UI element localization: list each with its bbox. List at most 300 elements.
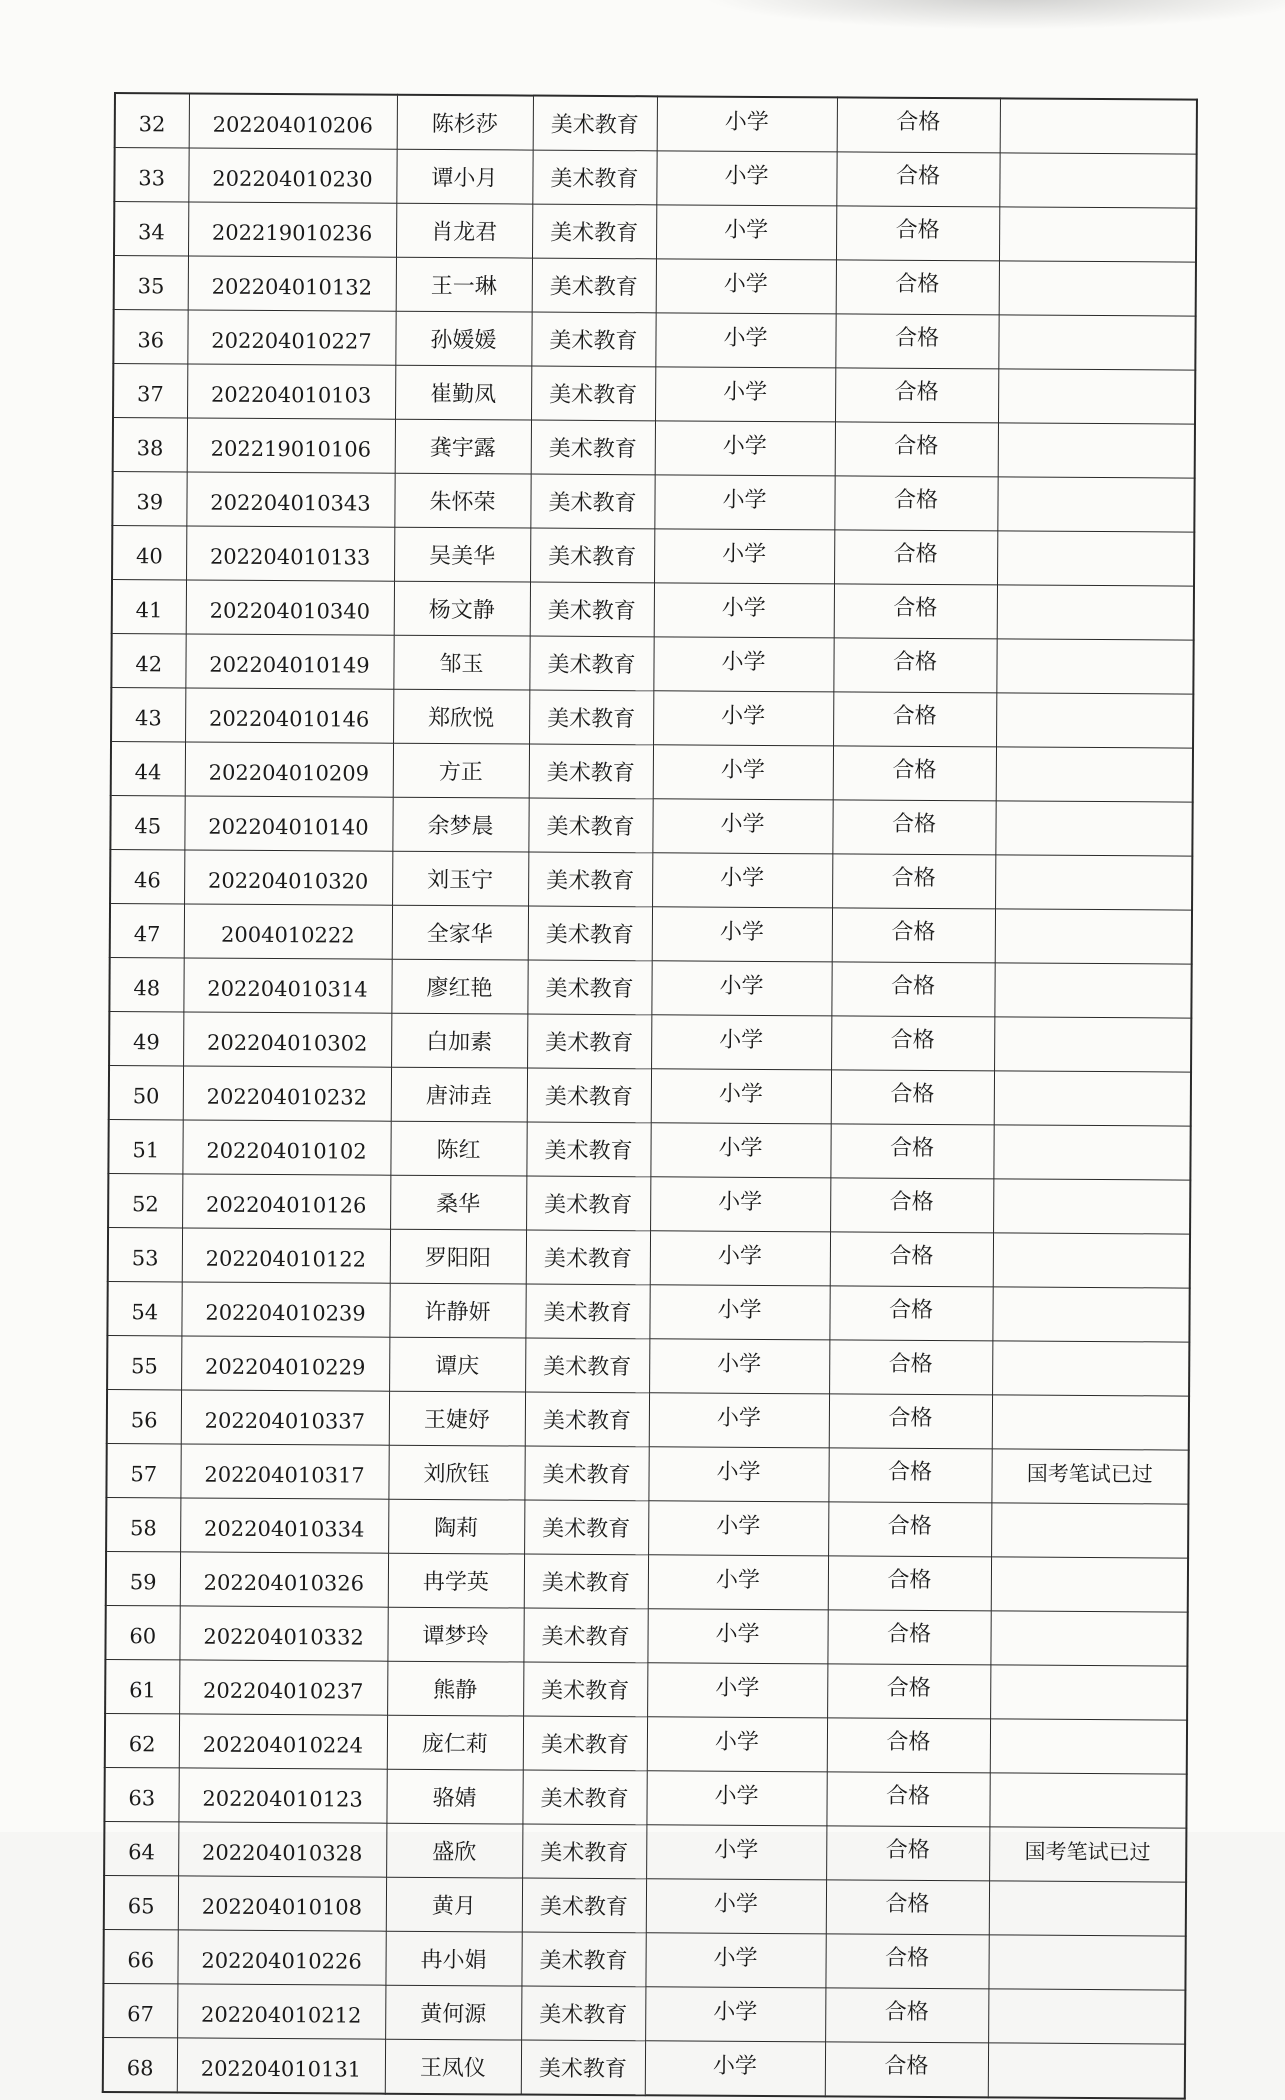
candidate-id-cell: 202204010224 <box>179 1714 387 1769</box>
major-cell: 美术教育 <box>533 96 657 151</box>
result-cell: 合格 <box>834 530 997 585</box>
row-number-cell: 52 <box>108 1173 182 1227</box>
school-level-cell: 小学 <box>652 853 832 908</box>
result-cell: 合格 <box>835 314 998 369</box>
remark-cell <box>994 1071 1191 1126</box>
row-number-cell: 48 <box>109 957 183 1011</box>
candidate-id-cell: 202204010149 <box>185 634 393 689</box>
table-row <box>112 525 1194 586</box>
major-cell: 美术教育 <box>532 204 656 259</box>
row-number-cell: 39 <box>112 471 186 525</box>
row-number-cell: 56 <box>107 1389 181 1443</box>
candidate-id-cell: 202204010340 <box>186 580 394 635</box>
school-level-cell: 小学 <box>656 259 836 314</box>
remark-cell: 国考笔试已过 <box>989 1827 1186 1882</box>
row-number-cell: 53 <box>108 1227 182 1281</box>
candidate-name-cell: 盛欣 <box>386 1823 522 1878</box>
major-cell: 美术教育 <box>525 1284 649 1339</box>
school-level-cell: 小学 <box>657 96 837 152</box>
remark-cell <box>990 1611 1187 1666</box>
candidate-id-cell: 202204010317 <box>180 1444 388 1499</box>
major-cell: 美术教育 <box>527 960 651 1015</box>
major-cell: 美术教育 <box>527 1014 651 1069</box>
major-cell: 美术教育 <box>523 1608 647 1663</box>
major-cell: 美术教育 <box>529 690 653 745</box>
candidate-name-cell: 朱怀荣 <box>394 473 530 528</box>
candidate-id-cell: 202204010103 <box>187 364 395 419</box>
candidate-id-cell: 202204010328 <box>178 1822 386 1877</box>
school-level-cell: 小学 <box>655 421 835 476</box>
school-level-cell: 小学 <box>651 961 831 1016</box>
school-level-cell: 小学 <box>650 1177 830 1232</box>
candidate-name-cell: 全家华 <box>392 905 528 960</box>
table-row <box>107 1335 1189 1396</box>
result-cell: 合格 <box>828 1556 991 1611</box>
table-row <box>106 1551 1188 1612</box>
major-cell: 美术教育 <box>521 2040 645 2095</box>
result-cell: 合格 <box>827 1610 990 1665</box>
table-row <box>103 2037 1185 2098</box>
row-number-cell: 63 <box>104 1767 178 1821</box>
results-table-container <box>104 92 1196 2083</box>
table-row <box>104 1767 1186 1828</box>
candidate-name-cell: 王婕妤 <box>389 1391 525 1446</box>
major-cell: 美术教育 <box>526 1176 650 1231</box>
remark-cell <box>994 1017 1191 1072</box>
table-row <box>105 1713 1187 1774</box>
candidate-name-cell: 冉学英 <box>388 1553 524 1608</box>
candidate-name-cell: 吴美华 <box>394 527 530 582</box>
row-number-cell: 46 <box>110 849 184 903</box>
major-cell: 美术教育 <box>521 1986 645 2041</box>
candidate-name-cell: 杨文静 <box>394 581 530 636</box>
candidate-id-cell: 202204010122 <box>182 1228 390 1283</box>
table-row <box>110 849 1192 910</box>
school-level-cell: 小学 <box>649 1339 829 1394</box>
candidate-id-cell: 202204010334 <box>180 1498 388 1553</box>
remark-cell <box>988 2043 1185 2099</box>
row-number-cell: 36 <box>113 310 187 364</box>
candidate-name-cell: 黄月 <box>386 1877 522 1932</box>
table-row <box>107 1281 1189 1342</box>
major-cell: 美术教育 <box>531 312 655 367</box>
result-cell: 合格 <box>835 422 998 477</box>
major-cell: 美术教育 <box>530 582 654 637</box>
major-cell: 美术教育 <box>524 1500 648 1555</box>
school-level-cell: 小学 <box>648 1447 828 1502</box>
major-cell: 美术教育 <box>531 366 655 421</box>
school-level-cell: 小学 <box>656 205 836 260</box>
table-row <box>113 310 1195 371</box>
candidate-id-cell: 202204010209 <box>185 742 393 797</box>
row-number-cell: 60 <box>105 1605 179 1659</box>
school-level-cell: 小学 <box>648 1555 828 1610</box>
remark-cell <box>996 693 1193 748</box>
major-cell: 美术教育 <box>528 906 652 961</box>
remark-cell <box>992 1395 1189 1450</box>
table-row <box>109 1065 1191 1126</box>
row-number-cell: 45 <box>110 795 184 849</box>
result-cell: 合格 <box>835 368 998 423</box>
candidate-name-cell: 冉小娟 <box>385 1931 521 1986</box>
result-cell: 合格 <box>832 908 995 963</box>
result-cell: 合格 <box>833 746 996 801</box>
school-level-cell: 小学 <box>649 1285 829 1340</box>
scan-edge-shadow <box>700 0 1285 30</box>
school-level-cell: 小学 <box>651 1015 831 1070</box>
row-number-cell: 64 <box>104 1821 178 1875</box>
table-row <box>105 1605 1187 1666</box>
major-cell: 美术教育 <box>525 1392 649 1447</box>
table-row <box>104 1821 1186 1882</box>
result-cell: 合格 <box>831 962 994 1017</box>
table-row <box>111 633 1193 694</box>
result-cell: 合格 <box>832 854 995 909</box>
row-number-cell: 38 <box>113 418 187 472</box>
row-number-cell: 37 <box>113 364 187 418</box>
table-row <box>111 741 1193 802</box>
candidate-name-cell: 余梦晨 <box>392 797 528 852</box>
remark-cell <box>995 855 1192 910</box>
result-cell: 合格 <box>826 1772 989 1827</box>
candidate-id-cell: 202204010320 <box>184 850 392 905</box>
candidate-id-cell: 202204010131 <box>177 2038 385 2094</box>
major-cell: 美术教育 <box>525 1338 649 1393</box>
major-cell: 美术教育 <box>529 744 653 799</box>
row-number-cell: 54 <box>107 1281 181 1335</box>
result-cell: 合格 <box>829 1340 992 1395</box>
candidate-id-cell: 202204010123 <box>178 1768 386 1823</box>
result-cell: 合格 <box>830 1178 993 1233</box>
row-number-cell: 67 <box>103 1983 177 2037</box>
row-number-cell: 35 <box>114 256 188 310</box>
candidate-id-cell: 202204010132 <box>188 256 396 311</box>
school-level-cell: 小学 <box>645 1933 825 1988</box>
school-level-cell: 小学 <box>646 1879 826 1934</box>
table-row <box>107 1389 1189 1450</box>
candidate-name-cell: 肖龙君 <box>396 203 532 258</box>
candidate-name-cell: 庞仁莉 <box>387 1715 523 1770</box>
major-cell: 美术教育 <box>532 150 656 205</box>
result-cell: 合格 <box>828 1502 991 1557</box>
row-number-cell: 55 <box>107 1335 181 1389</box>
remark-cell <box>998 369 1195 424</box>
remark-cell <box>996 639 1193 694</box>
remark-cell <box>993 1233 1190 1288</box>
candidate-name-cell: 熊静 <box>387 1661 523 1716</box>
row-number-cell: 47 <box>110 903 184 957</box>
candidate-id-cell: 202204010314 <box>183 958 391 1013</box>
candidate-id-cell: 202204010102 <box>182 1120 390 1175</box>
result-cell: 合格 <box>831 1070 994 1125</box>
major-cell: 美术教育 <box>521 1932 645 1987</box>
major-cell: 美术教育 <box>532 258 656 313</box>
result-cell: 合格 <box>825 1988 988 2043</box>
table-row <box>103 1983 1185 2044</box>
candidate-name-cell: 王一琳 <box>396 257 532 312</box>
school-level-cell: 小学 <box>646 1771 826 1826</box>
table-row <box>110 795 1192 856</box>
remark-cell <box>999 261 1196 316</box>
remark-cell <box>997 585 1194 640</box>
major-cell: 美术教育 <box>524 1446 648 1501</box>
remark-cell <box>994 963 1191 1018</box>
row-number-cell: 34 <box>114 202 188 256</box>
remark-cell <box>992 1287 1189 1342</box>
remark-cell <box>989 1773 1186 1828</box>
row-number-cell: 51 <box>108 1119 182 1173</box>
remark-cell <box>991 1557 1188 1612</box>
candidate-name-cell: 廖红艳 <box>391 959 527 1014</box>
table-row <box>108 1227 1190 1288</box>
remark-cell <box>993 1125 1190 1180</box>
table-row <box>104 1875 1186 1936</box>
school-level-cell: 小学 <box>647 1717 827 1772</box>
result-cell: 合格 <box>836 152 999 207</box>
candidate-id-cell: 202219010106 <box>187 418 395 473</box>
candidate-name-cell: 崔勤凤 <box>395 365 531 420</box>
results-table <box>102 92 1198 2100</box>
remark-cell <box>995 801 1192 856</box>
result-cell: 合格 <box>833 692 996 747</box>
candidate-id-cell: 202204010343 <box>186 472 394 527</box>
remark-cell: 国考笔试已过 <box>991 1449 1188 1504</box>
candidate-name-cell: 刘玉宁 <box>392 851 528 906</box>
result-cell: 合格 <box>827 1718 990 1773</box>
remark-cell <box>998 423 1195 478</box>
table-row <box>108 1119 1190 1180</box>
school-level-cell: 小学 <box>645 1987 825 2042</box>
candidate-id-cell: 202204010337 <box>181 1390 389 1445</box>
candidate-name-cell: 刘欣钰 <box>388 1445 524 1500</box>
result-cell: 合格 <box>832 800 995 855</box>
row-number-cell: 43 <box>111 687 185 741</box>
school-level-cell: 小学 <box>652 907 832 962</box>
major-cell: 美术教育 <box>526 1122 650 1177</box>
table-row <box>113 418 1195 479</box>
table-row <box>114 202 1196 263</box>
candidate-name-cell: 方正 <box>393 743 529 798</box>
result-cell: 合格 <box>828 1448 991 1503</box>
school-level-cell: 小学 <box>654 529 834 584</box>
candidate-name-cell: 孙媛媛 <box>395 311 531 366</box>
result-cell: 合格 <box>825 1934 988 1989</box>
table-row <box>114 256 1196 317</box>
candidate-id-cell: 202204010237 <box>179 1660 387 1715</box>
candidate-name-cell: 骆婧 <box>386 1769 522 1824</box>
remark-cell <box>996 747 1193 802</box>
school-level-cell: 小学 <box>656 151 836 206</box>
candidate-id-cell: 202204010230 <box>188 148 396 203</box>
school-level-cell: 小学 <box>647 1609 827 1664</box>
school-level-cell: 小学 <box>653 691 833 746</box>
row-number-cell: 32 <box>115 93 189 148</box>
result-cell: 合格 <box>836 260 999 315</box>
major-cell: 美术教育 <box>528 798 652 853</box>
candidate-name-cell: 黄何源 <box>385 1985 521 2040</box>
candidate-id-cell: 202204010232 <box>183 1066 391 1121</box>
major-cell: 美术教育 <box>522 1770 646 1825</box>
major-cell: 美术教育 <box>530 528 654 583</box>
table-row <box>106 1497 1188 1558</box>
result-cell: 合格 <box>830 1124 993 1179</box>
result-cell: 合格 <box>829 1394 992 1449</box>
candidate-id-cell: 202204010227 <box>187 310 395 365</box>
result-cell: 合格 <box>830 1232 993 1287</box>
school-level-cell: 小学 <box>650 1231 830 1286</box>
school-level-cell: 小学 <box>648 1501 828 1556</box>
candidate-id-cell: 202204010229 <box>181 1336 389 1391</box>
remark-cell <box>997 477 1194 532</box>
candidate-id-cell: 202204010126 <box>182 1174 390 1229</box>
major-cell: 美术教育 <box>531 420 655 475</box>
result-cell: 合格 <box>826 1826 989 1881</box>
candidate-id-cell: 202204010326 <box>180 1552 388 1607</box>
major-cell: 美术教育 <box>526 1230 650 1285</box>
row-number-cell: 65 <box>104 1875 178 1929</box>
table-row <box>106 1443 1188 1504</box>
candidate-id-cell: 202204010226 <box>177 1930 385 1985</box>
row-number-cell: 59 <box>106 1551 180 1605</box>
result-cell: 合格 <box>826 1880 989 1935</box>
result-cell: 合格 <box>833 638 996 693</box>
row-number-cell: 62 <box>105 1713 179 1767</box>
candidate-name-cell: 谭梦玲 <box>387 1607 523 1662</box>
table-row <box>112 579 1194 640</box>
row-number-cell: 49 <box>109 1011 183 1065</box>
row-number-cell: 42 <box>111 633 185 687</box>
result-cell: 合格 <box>831 1016 994 1071</box>
candidate-id-cell: 202204010108 <box>178 1876 386 1931</box>
remark-cell <box>991 1503 1188 1558</box>
row-number-cell: 68 <box>103 2037 177 2092</box>
school-level-cell: 小学 <box>655 313 835 368</box>
remark-cell <box>993 1179 1190 1234</box>
row-number-cell: 61 <box>105 1659 179 1713</box>
result-cell: 合格 <box>837 97 1000 152</box>
candidate-id-cell: 202204010212 <box>177 1984 385 2039</box>
remark-cell <box>997 531 1194 586</box>
remark-cell <box>990 1719 1187 1774</box>
school-level-cell: 小学 <box>646 1825 826 1880</box>
result-cell: 合格 <box>836 206 999 261</box>
table-row <box>114 148 1196 209</box>
table-row <box>103 1929 1185 1990</box>
remark-cell <box>992 1341 1189 1396</box>
candidate-name-cell: 龚宇露 <box>395 419 531 474</box>
result-cell: 合格 <box>825 2042 988 2097</box>
result-cell: 合格 <box>829 1286 992 1341</box>
candidate-name-cell: 罗阳阳 <box>390 1229 526 1284</box>
table-row <box>105 1659 1187 1720</box>
row-number-cell: 33 <box>114 148 188 202</box>
major-cell: 美术教育 <box>530 474 654 529</box>
remark-cell <box>1000 98 1197 154</box>
table-row <box>109 1011 1191 1072</box>
major-cell: 美术教育 <box>528 852 652 907</box>
table-row <box>110 903 1192 964</box>
school-level-cell: 小学 <box>645 2041 825 2097</box>
table-row <box>113 364 1195 425</box>
candidate-id-cell: 202204010239 <box>181 1282 389 1337</box>
candidate-id-cell: 202204010146 <box>185 688 393 743</box>
major-cell: 美术教育 <box>522 1824 646 1879</box>
result-cell: 合格 <box>834 584 997 639</box>
candidate-id-cell: 202219010236 <box>188 202 396 257</box>
candidate-id-cell: 202204010140 <box>184 796 392 851</box>
school-level-cell: 小学 <box>647 1663 827 1718</box>
candidate-name-cell: 王凤仪 <box>385 2039 521 2094</box>
results-table-body <box>103 93 1197 2099</box>
candidate-name-cell: 唐沛垚 <box>391 1067 527 1122</box>
remark-cell <box>995 909 1192 964</box>
candidate-name-cell: 谭庆 <box>389 1337 525 1392</box>
candidate-name-cell: 许静妍 <box>389 1283 525 1338</box>
remark-cell <box>988 1989 1185 2044</box>
remark-cell <box>998 315 1195 370</box>
candidate-name-cell: 邹玉 <box>393 635 529 690</box>
row-number-cell: 40 <box>112 525 186 579</box>
major-cell: 美术教育 <box>529 636 653 691</box>
school-level-cell: 小学 <box>651 1069 831 1124</box>
school-level-cell: 小学 <box>654 475 834 530</box>
candidate-name-cell: 郑欣悦 <box>393 689 529 744</box>
row-number-cell: 66 <box>103 1929 177 1983</box>
row-number-cell: 58 <box>106 1497 180 1551</box>
table-row <box>112 471 1194 532</box>
candidate-name-cell: 白加素 <box>391 1013 527 1068</box>
school-level-cell: 小学 <box>653 745 833 800</box>
major-cell: 美术教育 <box>524 1554 648 1609</box>
candidate-id-cell: 202204010206 <box>189 93 397 149</box>
school-level-cell: 小学 <box>655 367 835 422</box>
row-number-cell: 50 <box>109 1065 183 1119</box>
table-row <box>115 93 1197 154</box>
candidate-name-cell: 陈红 <box>390 1121 526 1176</box>
row-number-cell: 57 <box>106 1443 180 1497</box>
result-cell: 合格 <box>834 476 997 531</box>
candidate-name-cell: 陶莉 <box>388 1499 524 1554</box>
candidate-name-cell: 桑华 <box>390 1175 526 1230</box>
remark-cell <box>989 1881 1186 1936</box>
school-level-cell: 小学 <box>653 637 833 692</box>
table-row <box>109 957 1191 1018</box>
school-level-cell: 小学 <box>650 1123 830 1178</box>
row-number-cell: 41 <box>112 579 186 633</box>
candidate-id-cell: 202204010332 <box>179 1606 387 1661</box>
major-cell: 美术教育 <box>523 1662 647 1717</box>
major-cell: 美术教育 <box>523 1716 647 1771</box>
school-level-cell: 小学 <box>652 799 832 854</box>
remark-cell <box>988 1935 1185 1990</box>
remark-cell <box>999 207 1196 262</box>
major-cell: 美术教育 <box>522 1878 646 1933</box>
major-cell: 美术教育 <box>527 1068 651 1123</box>
school-level-cell: 小学 <box>649 1393 829 1448</box>
candidate-name-cell: 谭小月 <box>396 149 532 204</box>
remark-cell <box>999 153 1196 208</box>
candidate-id-cell: 202204010302 <box>183 1012 391 1067</box>
candidate-id-cell: 202204010133 <box>186 526 394 581</box>
candidate-id-cell: 2004010222 <box>184 904 392 959</box>
row-number-cell: 44 <box>111 741 185 795</box>
table-row <box>108 1173 1190 1234</box>
school-level-cell: 小学 <box>654 583 834 638</box>
result-cell: 合格 <box>827 1664 990 1719</box>
candidate-name-cell: 陈杉莎 <box>397 95 533 150</box>
remark-cell <box>990 1665 1187 1720</box>
table-row <box>111 687 1193 748</box>
